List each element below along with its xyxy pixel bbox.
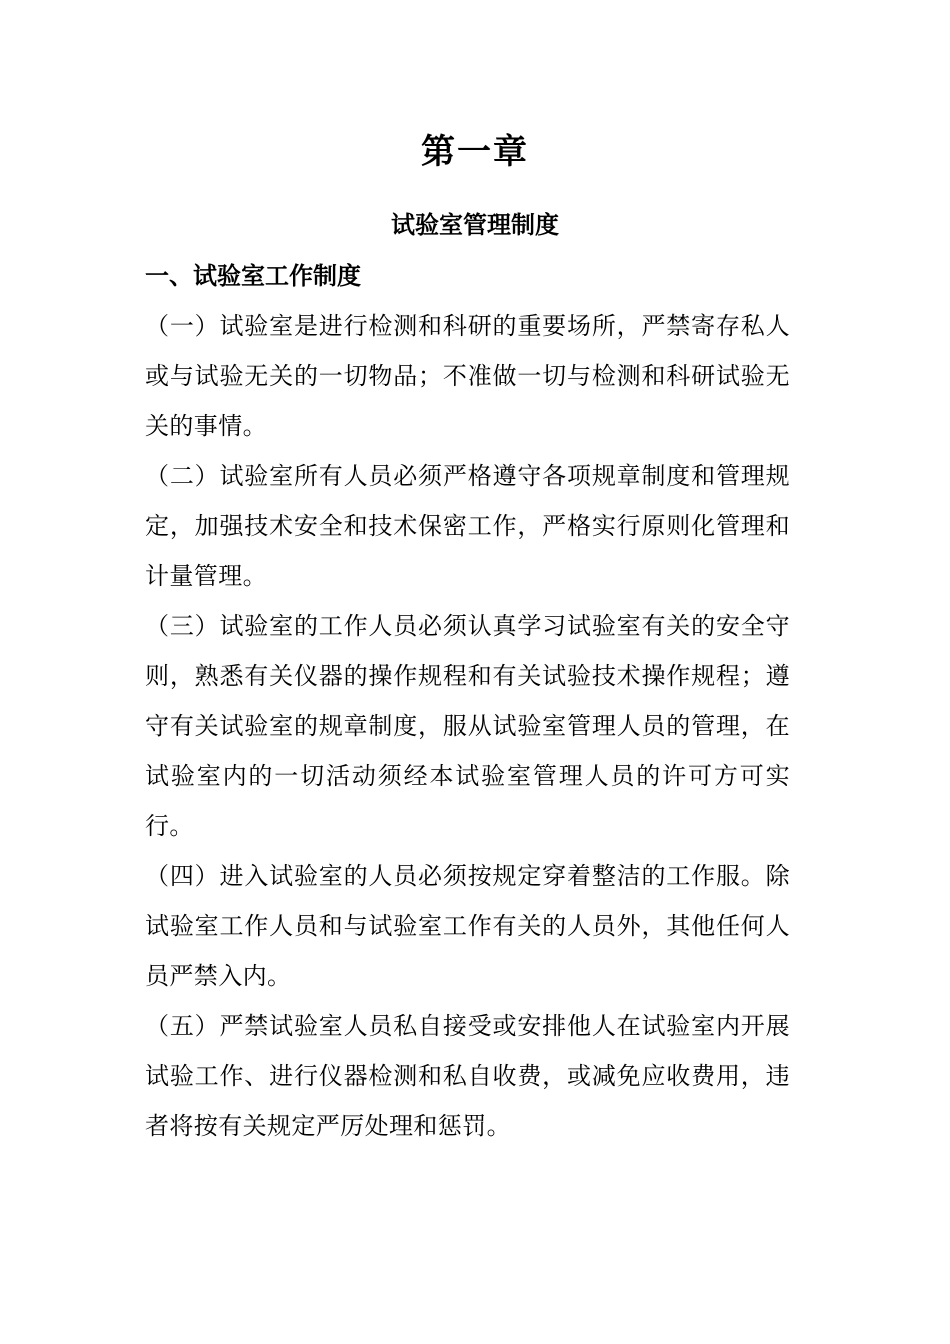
section-heading: 一、试验室工作制度 [145,261,361,290]
clause-5: （五）严禁试验室人员私自接受或安排他人在试验室内开展试验工作、进行仪器检测和私自收费，或减免应收费用，违者将按有关规定严厉处理和惩罚。 [145,1012,790,1140]
clause-list [145,301,790,1151]
document-title: 试验室管理制度 [391,210,559,239]
chapter-title: 第一章 [421,132,529,172]
clause-4: （四）进入试验室的人员必须按规定穿着整洁的工作服。除试验室工作人员和与试验室工作有关的人员外，其他任何人员严禁入内。 [145,862,790,990]
clause-3: （三）试验室的工作人员必须认真学习试验室有关的安全守则，熟悉有关仪器的操作规程和有关试验技术操作规程；遵守有关试验室的规章制度，服从试验室管理人员的管理，在试验室内的一切活动须经本试验室管理人员的许可方可实行。 [145,612,790,840]
clause-1: （一）试验室是进行检测和科研的重要场所，严禁寄存私人或与试验无关的一切物品；不准做一切与检测和科研试验无关的事情。 [145,312,790,440]
clause-2: （二）试验室所有人员必须严格遵守各项规章制度和管理规定，加强技术安全和技术保密工作，严格实行原则化管理和计量管理。 [145,462,790,590]
